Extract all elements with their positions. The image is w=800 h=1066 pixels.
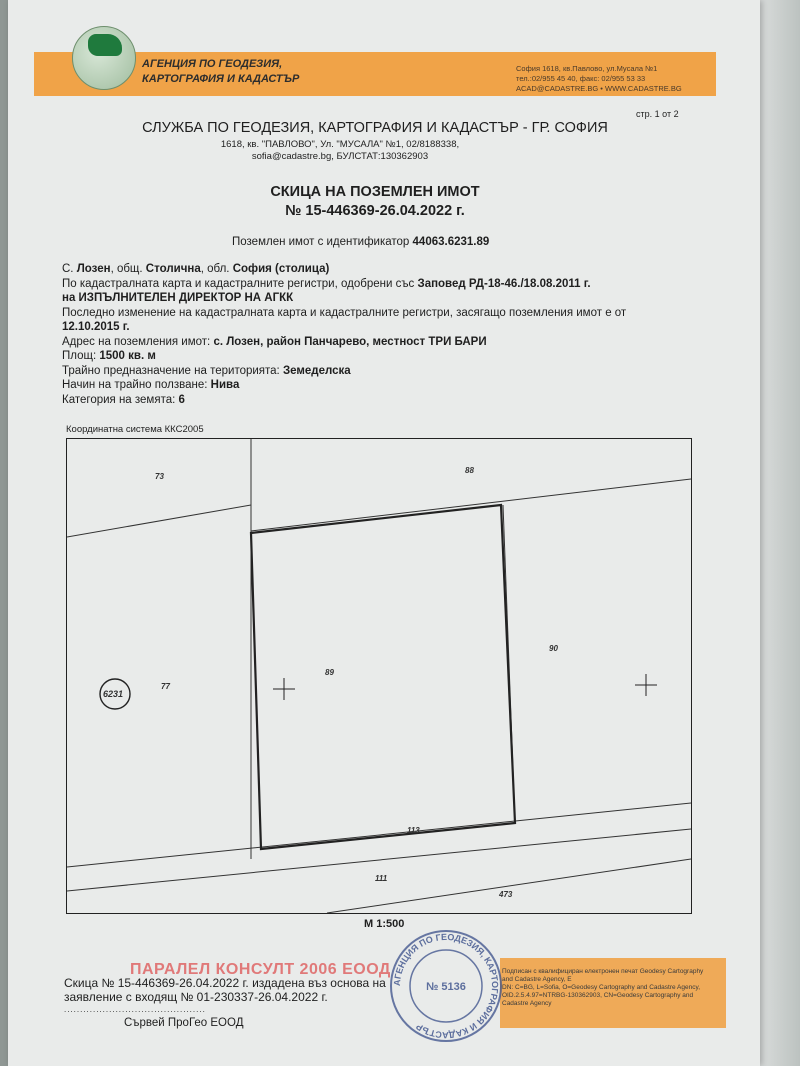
document-number: № 15-446369-26.04.2022 г. — [285, 203, 465, 219]
approval-text: По кадастралната карта и кадастралните регистри, одобрени със — [62, 277, 418, 290]
service-details — [60, 139, 620, 163]
document-footer — [64, 976, 424, 1030]
location-sep1: , общ. — [110, 263, 146, 275]
address-label: Адрес на поземления имот: — [62, 335, 214, 348]
service-title: СЛУЖБА ПО ГЕОДЕЗИЯ, КАРТОГРАФИЯ И КАДАСТЪР - ГР. СОФИЯ — [142, 120, 608, 136]
category-value: 6 — [178, 393, 185, 406]
block-number-label: 6231 — [103, 689, 124, 699]
area-line — [62, 349, 702, 364]
company-red-stamp: ПАРАЛЕЛ КОНСУЛТ 2006 ЕООД — [130, 961, 391, 978]
agency-contacts — [516, 64, 716, 94]
document-title-text: СКИЦА НА ПОЗЕМЛЕН ИМОТ — [270, 184, 480, 200]
boundary-473 — [327, 859, 691, 913]
location-region: София (столица) — [232, 263, 330, 275]
identifier-value: 44063.6231.89 — [412, 236, 490, 248]
parcel-label-88: 88 — [465, 466, 474, 475]
signature-line4: OID.2.5.4.97=NTRBG-130362903, CN=Geodesy Cartography and — [502, 992, 694, 999]
document-title — [60, 183, 690, 221]
identifier-label: Поземлен имот с идентификатор — [232, 236, 413, 248]
seal-ring-text: АГЕНЦИЯ ПО ГЕОДЕЗИЯ, КАРТОГРАФИЯ И КАДАСТЪР — [391, 931, 501, 1041]
cadastral-plan-drawing — [67, 439, 691, 913]
road-north-edge — [67, 803, 691, 867]
service-address: 1618, кв. "ПАВЛОВО", Ул. "МУСАЛА" №1, 02/8188338, — [220, 139, 460, 150]
boundary-88-south — [251, 479, 691, 531]
change-line: Последно изменение на кадастралната карта и кадастралните регистри, засягащо поземления имот е от — [62, 306, 627, 319]
purpose-value: Земеделска — [282, 364, 351, 377]
change-date-line — [62, 320, 702, 335]
use-line — [62, 378, 702, 393]
location-municipality: Столична — [145, 263, 201, 275]
agency-name-line1: АГЕНЦИЯ ПО ГЕОДЕЗИЯ, — [142, 58, 283, 70]
plan-scale: М 1:500 — [364, 918, 405, 930]
parcel-label-111: 111 — [375, 874, 388, 883]
electronic-signature — [502, 968, 722, 1008]
agency-name — [142, 57, 352, 87]
area-label: Площ: — [62, 350, 100, 362]
footer-signature-dots: ............................................ — [64, 1005, 206, 1014]
parcel-label-473: 473 — [499, 890, 513, 899]
signature-line5: Cadastre Agency — [502, 1000, 552, 1007]
background-paper-stack — [760, 0, 800, 1066]
approval-authority-text: на ИЗПЪЛНИТЕЛЕН ДИРЕКТОР НА АГКК — [62, 292, 294, 304]
approval-order: Заповед РД-18-46./18.08.2011 г. — [417, 277, 591, 290]
parcel-label-77: 77 — [161, 682, 170, 691]
address-value: с. Лозен, район Панчарево, местност ТРИ БАРИ — [213, 335, 487, 348]
page-number: стр. 1 от 2 — [636, 109, 679, 119]
footer-company: Сървей ПроГео ЕООД — [124, 1017, 244, 1029]
location-village: Лозен — [76, 263, 111, 275]
boundary-73-77 — [67, 505, 251, 537]
parcel-label-73: 73 — [155, 472, 164, 481]
bulgaria-map-icon — [88, 34, 122, 56]
signature-line2: and Cadastre Agency, E — [502, 976, 572, 983]
property-identifier — [232, 236, 652, 248]
use-value: Нива — [210, 379, 240, 391]
signature-line1: Подписан с квалифициран електронен печат Geodesy Cartography — [502, 968, 704, 975]
agency-name-line2: КАРТОГРАФИЯ И КАДАСТЪР — [142, 73, 300, 85]
property-89-outline — [251, 505, 515, 849]
purpose-label: Трайно предназначение на територията: — [62, 364, 283, 377]
signature-line3: DN: C=BG, L=Sofia, O=Geodesy Cartography and Cadastre Agency, — [502, 984, 701, 991]
category-label: Категория на земята: — [62, 393, 179, 406]
parcel-label-89: 89 — [325, 668, 334, 677]
coordinate-system: Координатна система ККС2005 — [66, 424, 204, 435]
approval-authority — [62, 291, 702, 306]
property-info — [62, 262, 702, 407]
parcel-label-90: 90 — [549, 644, 558, 653]
purpose-line — [62, 364, 702, 379]
use-label: Начин на трайно ползване: — [62, 379, 211, 391]
address-line — [62, 335, 702, 350]
location-line — [62, 262, 702, 277]
change-date: 12.10.2015 г. — [62, 321, 130, 333]
contact-web: ACAD@CADASTRE.BG • WWW.CADASTRE.BG — [516, 84, 682, 93]
service-email: sofia@cadastre.bg, БУЛСТАТ:130362903 — [251, 151, 429, 162]
footer-line2: заявление с входящ № 01-230337-26.04.2022 г. — [64, 990, 328, 1004]
seal-number: № 5136 — [426, 981, 466, 993]
location-sep2: , обл. — [200, 263, 233, 275]
contact-address: София 1618, кв.Павлово, ул.Мусала №1 — [516, 64, 658, 73]
category-line — [62, 393, 702, 408]
approval-line — [62, 277, 702, 292]
cadastral-plan — [66, 438, 692, 914]
contact-phone: тел.:02/955 45 40, факс: 02/955 53 33 — [516, 74, 646, 83]
area-value: 1500 кв. м — [99, 350, 156, 362]
footer-line1: Скица № 15-446369-26.04.2022 г. издадена въз основа на — [64, 976, 386, 990]
location-prefix: С. — [62, 263, 77, 275]
parcel-label-113: 113 — [407, 826, 420, 835]
